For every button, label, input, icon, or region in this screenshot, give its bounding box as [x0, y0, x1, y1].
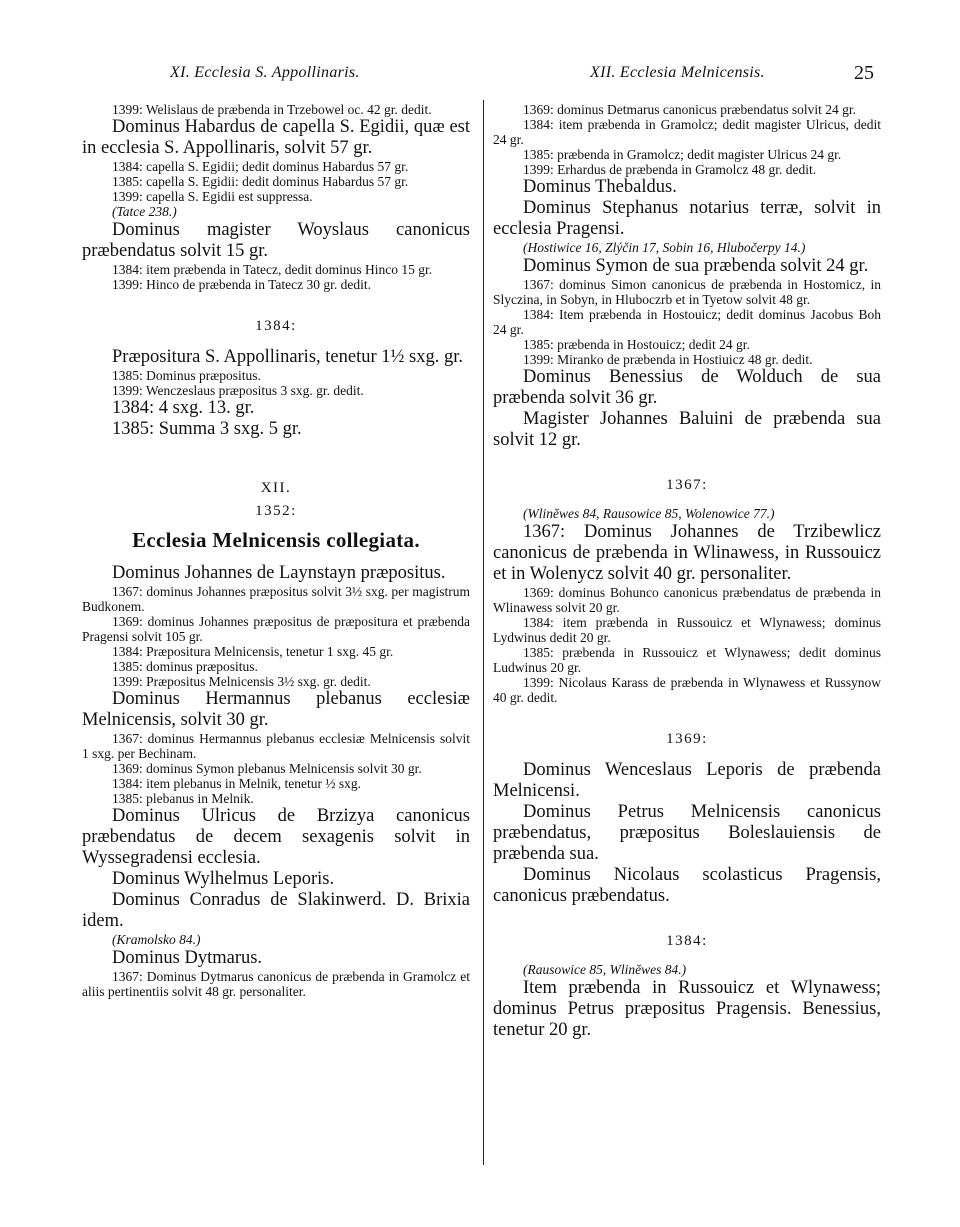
record-note: 1385: præbenda in Hostouicz; dedit 24 gr.	[523, 337, 750, 352]
record-note: 1384: Præpositura Melnicensis, tenetur 1 sxg. 45 gr.	[112, 644, 394, 659]
section-heading: 1369:	[666, 731, 708, 747]
record-note: 1385: præbenda in Gramolcz; dedit magister Ulricus 24 gr.	[523, 147, 842, 162]
record-note: 1384: item præbenda in Russouicz et Wlynawess; dominus Lydwinus dedit 20 gr.	[493, 615, 881, 645]
entry-paragraph: Dominus magister Woyslaus canonicus præbendatus solvit 15 gr.	[82, 220, 470, 261]
record-note: 1367: dominus Johannes præpositus solvit 3½ sxg. per magistrum Budkonem.	[82, 584, 470, 614]
record-note: 1399: Hinco de præbenda in Tatecz 30 gr. dedit.	[112, 277, 371, 292]
record-note: 1399: Præpositus Melnicensis 3½ sxg. gr. dedit.	[112, 674, 371, 689]
record-note: 1385: dominus præpositus.	[112, 659, 258, 674]
section-heading: XII.	[260, 480, 292, 496]
place-reference: (Rausowice 85, Wlinĕwes 84.)	[523, 962, 687, 977]
entry-paragraph: Dominus Symon de sua præbenda solvit 24 gr.	[523, 256, 869, 276]
entry-paragraph: Dominus Thebaldus.	[523, 177, 677, 197]
record-note: 1369: dominus Symon plebanus Melnicensis solvit 30 gr.	[112, 761, 422, 776]
section-heading: 1384:	[666, 933, 708, 949]
entry-paragraph: Dominus Johannes de Laynstayn præpositus.	[112, 563, 446, 583]
column-divider	[483, 100, 484, 1165]
section-heading: 1384:	[255, 318, 297, 334]
record-note: 1369: dominus Detmarus canonicus præbendatus solvit 24 gr.	[523, 102, 856, 117]
entry-paragraph: Dominus Dytmarus.	[112, 948, 263, 968]
record-note: 1384: Item præbenda in Hostouicz; dedit dominus Jacobus Boh 24 gr.	[493, 307, 881, 337]
entry-paragraph: Dominus Hermannus plebanus ecclesiæ Melnicensis, solvit 30 gr.	[82, 689, 470, 730]
record-note: 1384: item præbenda in Gramolcz; dedit magister Ulricus, dedit 24 gr.	[493, 117, 881, 147]
running-header-left: XI. Ecclesia S. Appollinaris.	[170, 64, 360, 81]
record-note: 1385: plebanus in Melnik.	[112, 791, 254, 806]
place-reference: (Hostiwice 16, Zlýčin 17, Sobin 16, Hlubočerpy 14.)	[523, 240, 806, 255]
record-note: 1369: dominus Bohunco canonicus præbendatus de præbenda in Wlinawess solvit 20 gr.	[493, 585, 881, 615]
record-note: 1369: dominus Johannes præpositus de præpositura et præbenda Pragensi solvit 105 gr.	[82, 614, 470, 644]
record-note: 1399: capella S. Egidii est suppressa.	[112, 189, 313, 204]
record-note: 1384: item plebanus in Melnik, tenetur ½ sxg.	[112, 776, 361, 791]
entry-paragraph: 1385: Summa 3 sxg. 5 gr.	[112, 419, 302, 439]
record-note: 1399: Erhardus de præbenda in Gramolcz 48 gr. dedit.	[523, 162, 817, 177]
place-reference: (Tatce 238.)	[112, 204, 177, 219]
entry-paragraph: Dominus Habardus de capella S. Egidii, quæ est in ecclesia S. Appollinaris, solvit 57 gr.	[82, 117, 470, 158]
entry-paragraph: Dominus Petrus Melnicensis canonicus præbendatus, præpositus Boleslauiensis de præbenda sua.	[493, 802, 881, 864]
place-reference: (Wlinĕwes 84, Rausowice 85, Wolenowice 77.)	[523, 506, 775, 521]
entry-paragraph: Dominus Wylhelmus Leporis.	[112, 869, 335, 889]
entry-paragraph: Dominus Benessius de Wolduch de sua præbenda solvit 36 gr.	[493, 367, 881, 408]
entry-paragraph: 1384: 4 sxg. 13. gr.	[112, 398, 255, 418]
section-heading: 1352:	[255, 503, 297, 519]
place-reference: (Kramolsko 84.)	[112, 932, 201, 947]
entry-paragraph: Dominus Ulricus de Brzizya canonicus præbendatus de decem sexagenis solvit in Wyssegradensi ecclesia.	[82, 806, 470, 868]
left-column	[82, 102, 470, 999]
record-note: 1367: dominus Simon canonicus de præbenda in Hostomicz, in Slyczina, in Sobyn, in Hluboсzrb et in Tyetow solvit 48 gr.	[493, 277, 881, 307]
record-note: 1399: Wenczeslaus præpositus 3 sxg. gr. dedit.	[112, 383, 364, 398]
entry-paragraph: Dominus Wenceslaus Leporis de præbenda Melnicensi.	[493, 760, 881, 801]
running-header-right: XII. Ecclesia Melnicensis.	[590, 64, 765, 81]
record-note: 1367: dominus Hermannus plebanus ecclesiæ Melnicensis solvit 1 sxg. per Bechinam.	[82, 731, 470, 761]
record-note: 1385: Dominus præpositus.	[112, 368, 261, 383]
record-note: 1399: Miranko de præbenda in Hostiuicz 48 gr. dedit.	[523, 352, 813, 367]
entry-paragraph: Item præbenda in Russouicz et Wlynawess; dominus Petrus præpositus Pragensis. Benessius, tenetur 20 gr.	[493, 978, 881, 1040]
section-heading: 1367:	[666, 477, 708, 493]
record-note: 1367: Dominus Dytmarus canonicus de præbenda in Gramolcz et aliis pertinentiis solvit 48 gr. personaliter.	[82, 969, 470, 999]
entry-paragraph: 1367: Dominus Johannes de Trzibewlicz canonicus de præbenda in Wlinawess, in Russouicz et in Wolenycz solvit 40 gr. personaliter.	[493, 522, 881, 584]
entry-paragraph: Dominus Conradus de Slakinwerd. D. Brixia idem.	[82, 890, 470, 931]
entry-paragraph: Dominus Nicolaus scolasticus Pragensis, canonicus præbendatus.	[493, 865, 881, 906]
record-note: 1399: Welislaus de præbenda in Trzebowel oc. 42 gr. dedit.	[112, 102, 432, 117]
right-column	[493, 102, 881, 1041]
section-title: Ecclesia Melnicensis collegiata.	[132, 528, 420, 552]
entry-paragraph: Magister Johannes Baluini de præbenda sua solvit 12 gr.	[493, 409, 881, 450]
record-note: 1385: præbenda in Russouicz et Wlynawess; dedit dominus Ludwinus 20 gr.	[493, 645, 881, 675]
record-note: 1384: capella S. Egidii; dedit dominus Habardus 57 gr.	[112, 159, 409, 174]
record-note: 1385: capella S. Egidii: dedit dominus Habardus 57 gr.	[112, 174, 409, 189]
record-note: 1384: item præbenda in Tatecz, dedit dominus Hinco 15 gr.	[112, 262, 433, 277]
entry-paragraph: Dominus Stephanus notarius terræ, solvit in ecclesia Pragensi.	[493, 198, 881, 239]
record-note: 1399: Nicolaus Karass de præbenda in Wlynawess et Russynow 40 gr. dedit.	[493, 675, 881, 705]
page-number: 25	[854, 62, 874, 84]
entry-paragraph: Præpositura S. Appollinaris, tenetur 1½ sxg. gr.	[112, 347, 463, 367]
